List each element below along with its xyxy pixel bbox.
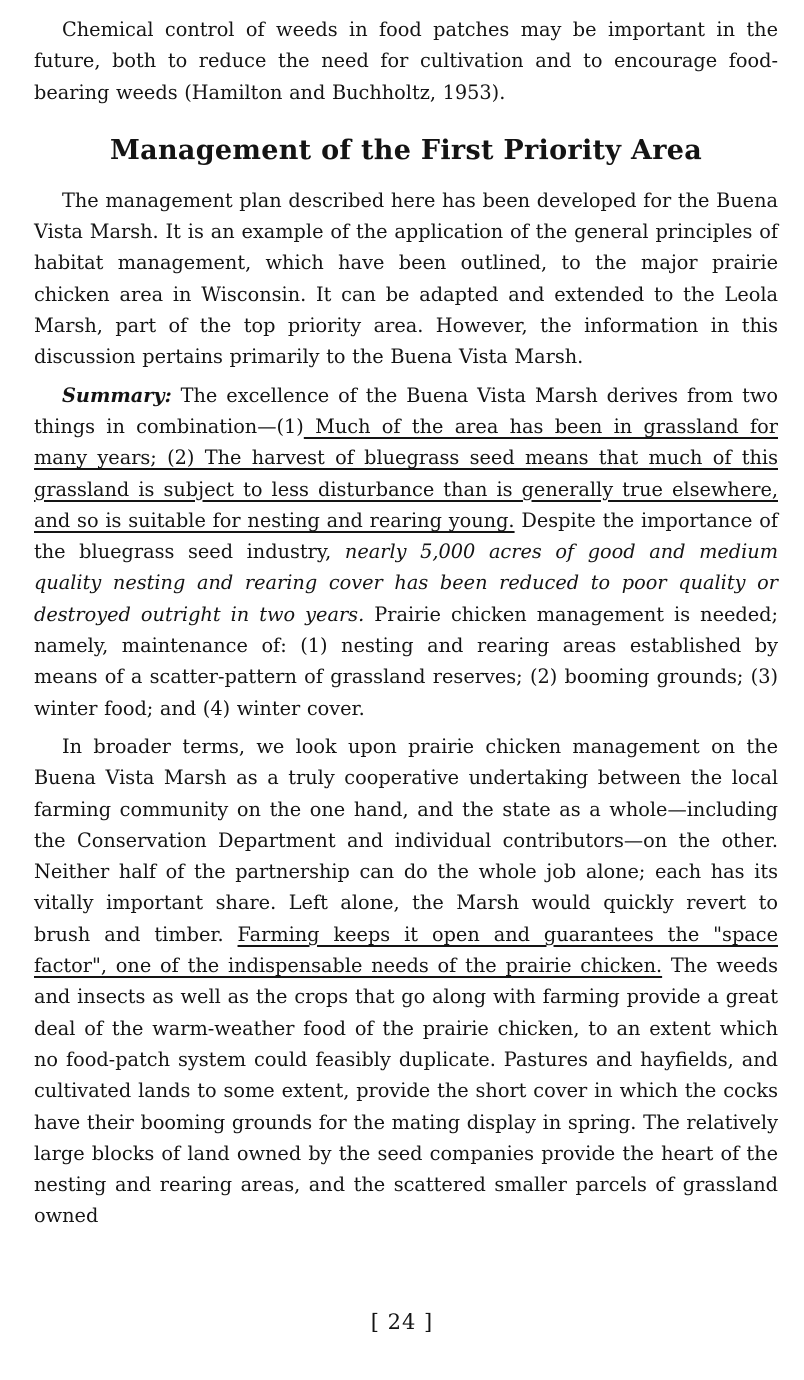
broader-text-2: The weeds and insects as well as the crops that go along with farming provide a great deal of the warm-weather food of the prairie chicken, to an extent which no food-patch system could feasibly duplicate. Pastures and hayfields, and cultivated lands to some extent, provide the short cover in which the cocks have their booming grounds for the mating display in spring. The relatively large blocks of land owned by the seed companies provide the heart of the nesting and rearing areas, and the scattered smaller parcels of grassland owned [34,954,778,1228]
document-page [34,14,778,1232]
summary-lead: Summary: [62,383,172,407]
broader-handwritten-underline: Farming keeps it open and guarantees the "space factor", one of the indispensable needs of the prairie chicken. [34,922,778,978]
paragraph-broader-terms [34,731,778,1232]
page-number: [ 24 ] [370,1310,434,1334]
summary-text-1: The excellence of the Buena Vista Marsh derives from two things in combination—(1) [34,383,778,438]
paragraph-management-plan: The management plan described here has been developed for the Buena Vista Marsh. It is an example of the application of the general principles of habitat management, which have been outlined, to the major prairie chicken area in Wisconsin. It can be adapted and extended to the Leola Marsh, part of the top priority area. However, the information in this discussion pertains primarily to the Buena Vista Marsh. [34,188,778,369]
summary-text-3: Prairie chicken management is needed; namely, maintenance of: (1) nesting and rearing areas established by means of a scatter-pattern of grassland reserves; (2) booming grounds; (3) winter food; and (4) winter cover. [34,602,778,720]
section-heading: Management of the First Priority Area [109,134,703,166]
summary-text-2: Despite the importance of the bluegrass seed industry, [34,508,779,564]
paragraph-chemical-control: Chemical control of weeds in food patches may be important in the future, both to reduce the need for cultivation and to encourage food-bearing weeds (Hamilton and Buchholtz, 1953). [34,18,778,104]
paragraph-summary [34,380,778,724]
summary-handwritten-underline: Much of the area has been in grassland for many years; (2) The harvest of bluegrass seed means that much of this grassland is subject to less disturbance than is generally true elsewhere, and so is suitable for nesting and rearing young. [34,414,778,532]
broader-text-1: In broader terms, we look upon prairie chicken management on the Buena Vista Marsh as a truly cooperative undertaking between the local farming community on the one hand, and the state as a whole—including the Conservation Department and individual contributors—on the other. Neither half of the partnership can do the whole job alone; each has its vitally important share. Left alone, the Marsh would quickly revert to brush and timber. [34,734,778,946]
summary-italic-statement: nearly 5,000 acres of good and medium quality nesting and rearing cover has been reduced to poor quality or destroyed outright in two years. [34,540,778,626]
